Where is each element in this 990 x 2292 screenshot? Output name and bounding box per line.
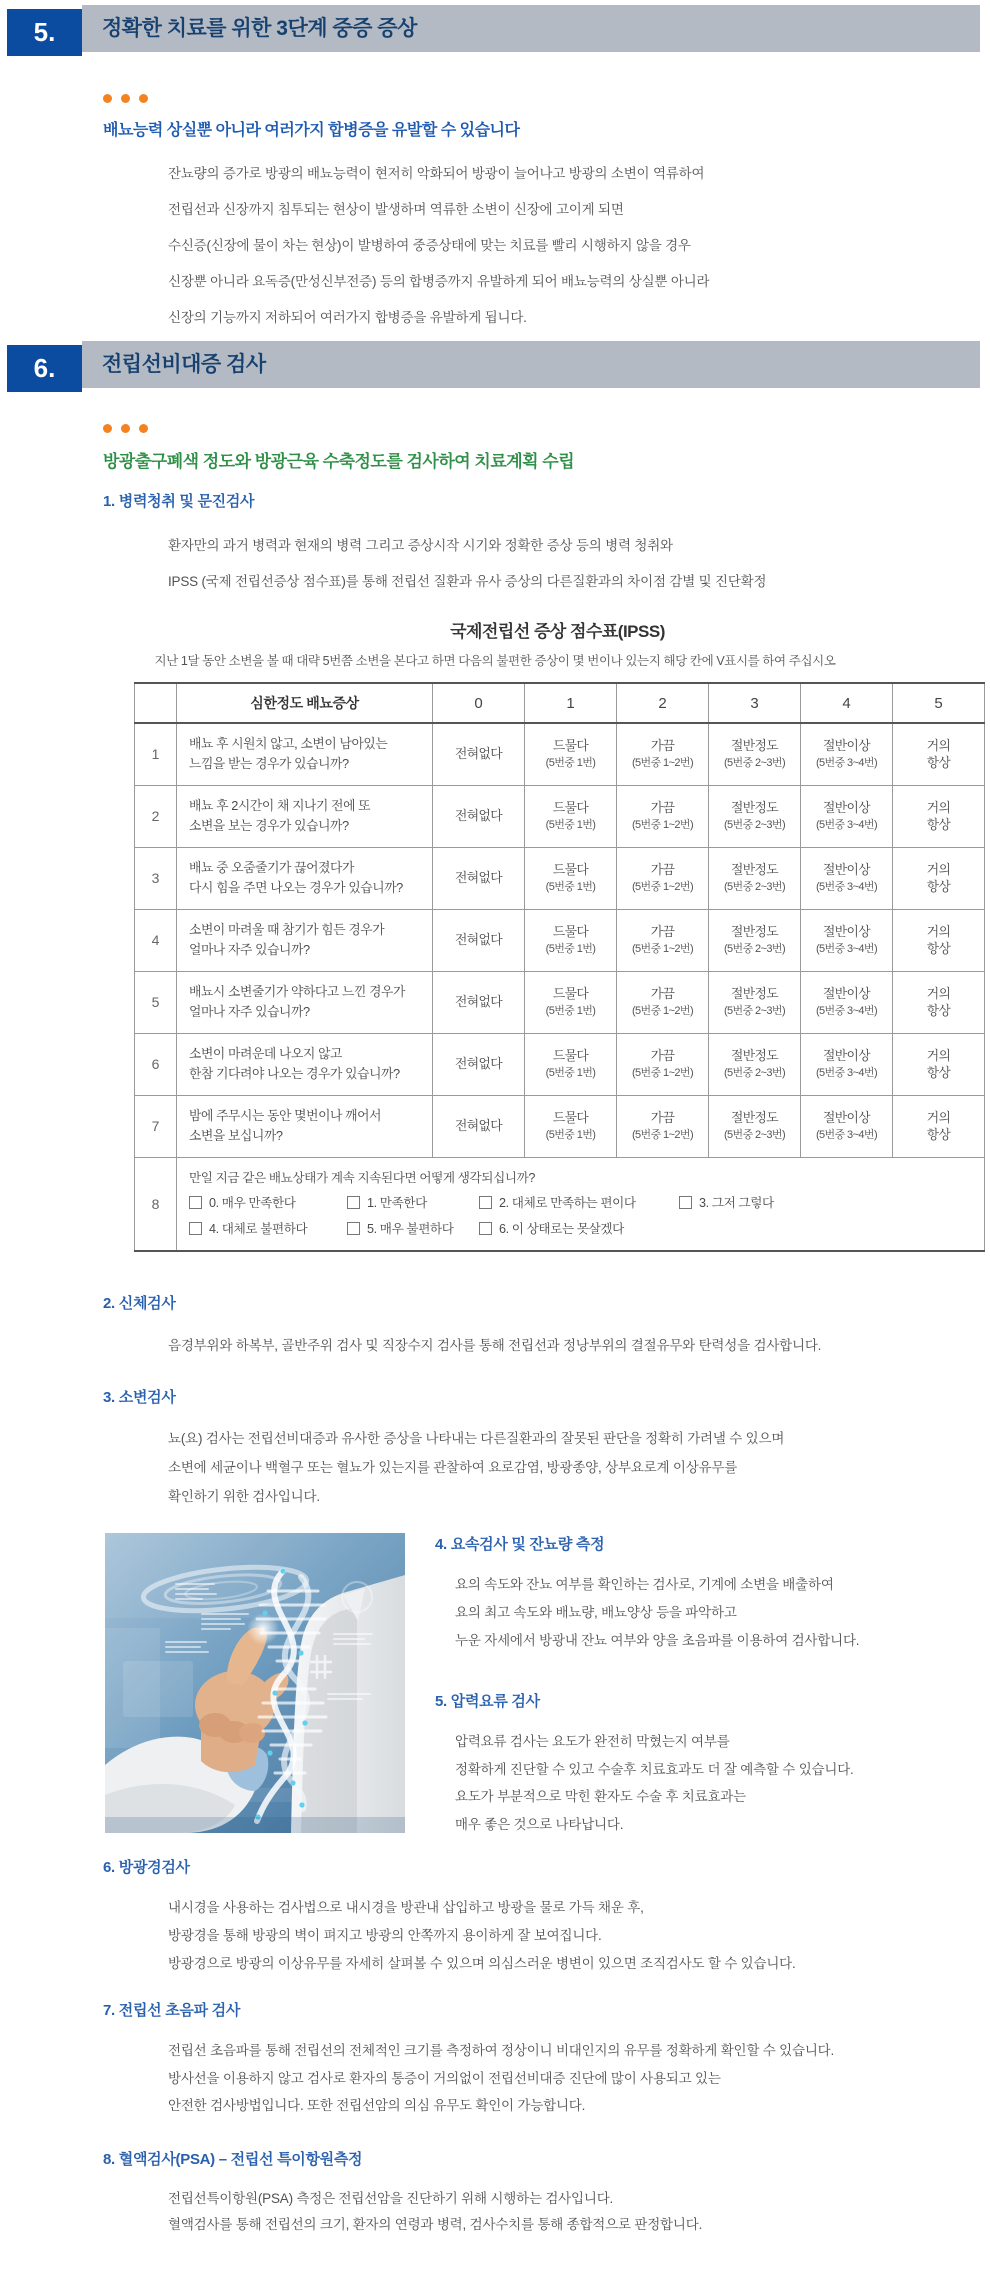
ipss-table-title: 국제전립선 증상 점수표(IPSS): [450, 622, 665, 641]
section5-header-bar: [82, 5, 980, 52]
orange-dot-icon: [121, 424, 130, 433]
section5-title: 정확한 치료를 위한 3단계 중증 증상: [102, 17, 417, 40]
ipss-option-cell: 거의 항상: [893, 1095, 985, 1157]
subsection7-body: [168, 2037, 834, 2120]
ipss-row-number: 1: [135, 723, 177, 785]
text-line: 전립선특이항원(PSA) 측정은 전립선암을 진단하기 위해 시행하는 검사입니다.: [168, 2191, 614, 2206]
ipss-option-cell: 절반이상 (5번중 3~4번): [801, 909, 893, 971]
orange-dots-decoration: [103, 90, 157, 108]
ipss-option-cell: 전혀없다: [433, 847, 525, 909]
ipss-option-cell: 드물다 (5번중 1번): [525, 847, 617, 909]
ipss-header-score-1: 1: [525, 683, 617, 723]
ipss-question: 배뇨 후 2시간이 채 지나기 전에 또 소변을 보는 경우가 있습니까?: [177, 785, 433, 847]
ipss-option-cell: 드물다 (5번중 1번): [525, 785, 617, 847]
ipss-row8-question: 만일 지금 같은 배뇨상태가 계속 지속된다면 어떻게 생각되십니까?: [189, 1170, 535, 1185]
text-line: 매우 좋은 것으로 나타납니다.: [455, 1816, 624, 1832]
section6-header-bar: [82, 341, 980, 388]
ipss-option-cell: 가끔 (5번중 1~2번): [617, 847, 709, 909]
ipss-row-number: 7: [135, 1095, 177, 1157]
text-line: 신장뿐 아니라 요독증(만성신부전증) 등의 합병증까지 유발하게 되어 배뇨능력의 상실뿐 아니라: [168, 274, 710, 289]
ipss-satisfaction-choice: [479, 1216, 679, 1242]
ipss-option-cell: 드물다 (5번중 1번): [525, 971, 617, 1033]
ipss-option-cell: 절반정도 (5번중 2~3번): [709, 723, 801, 785]
ipss-question-row: [135, 1095, 985, 1157]
subsection5-body: [455, 1728, 854, 1838]
choice-label: 5. 매우 불편하다: [367, 1221, 454, 1236]
ipss-header-row: [135, 683, 985, 723]
ipss-header-score-5: 5: [893, 683, 985, 723]
ipss-option-cell: 전혀없다: [433, 971, 525, 1033]
ipss-question: 소변이 마려운데 나오지 않고 한참 기다려야 나오는 경우가 있습니까?: [177, 1033, 433, 1095]
ipss-option-cell: 거의 항상: [893, 909, 985, 971]
ipss-question-row: [135, 971, 985, 1033]
text-line: 뇨(요) 검사는 전립선비대증과 유사한 증상을 나타내는 다른질환과의 잘못된 판단을 정확히 가려낼 수 있으며: [168, 1431, 785, 1446]
ipss-satisfaction-choice: [679, 1190, 774, 1216]
ipss-option-cell: 드물다 (5번중 1번): [525, 1095, 617, 1157]
text-line: 방광경을 통해 방광의 벽이 펴지고 방광의 안쪽까지 용이하게 잘 보여집니다.: [168, 1928, 602, 1943]
checkbox[interactable]: [679, 1196, 692, 1209]
text-line: 요의 속도와 잔뇨 여부를 확인하는 검사로, 기계에 소변을 배출하여: [455, 1577, 834, 1592]
ipss-row-number: 6: [135, 1033, 177, 1095]
ipss-option-cell: 거의 항상: [893, 785, 985, 847]
ipss-question: 소변이 마려울 때 참기가 힘든 경우가 얼마나 자주 있습니까?: [177, 909, 433, 971]
ipss-question-row: [135, 847, 985, 909]
text-line: 혈액검사를 통해 전립선의 크기, 환자의 연령과 병력, 검사수치를 통해 종합적으로 판정합니다.: [168, 2217, 703, 2232]
ipss-option-cell: 절반이상 (5번중 3~4번): [801, 785, 893, 847]
subsection8-heading: 8. 혈액검사(PSA) – 전립선 특이항원측정: [103, 2151, 363, 2168]
text-line: 전립선 초음파를 통해 전립선의 전체적인 크기를 측정하여 정상이니 비대인지의 유무를 정확하게 확인할 수 있습니다.: [168, 2043, 835, 2058]
checkbox[interactable]: [189, 1196, 202, 1209]
ipss-row8-choices-line1: [189, 1190, 974, 1216]
ipss-option-cell: 가끔 (5번중 1~2번): [617, 723, 709, 785]
ipss-table-note: 지난 1달 동안 소변을 볼 때 대략 5번쯤 소변을 본다고 하면 다음의 불편한 증상이 몇 번이나 있는지 해당 칸에 V표시를 하여 주십시오: [154, 654, 836, 668]
doctor-dna-illustration: [105, 1533, 405, 1833]
checkbox[interactable]: [347, 1196, 360, 1209]
ipss-option-cell: 전혀없다: [433, 785, 525, 847]
text-line: 방광경으로 방광의 이상유무를 자세히 살펴볼 수 있으며 의심스러운 병변이 있으면 조직검사도 할 수 있습니다.: [168, 1956, 796, 1971]
ipss-option-cell: 거의 항상: [893, 723, 985, 785]
ipss-row-8: [135, 1157, 985, 1251]
ipss-header-score-2: 2: [617, 683, 709, 723]
subsection1-body: [168, 528, 766, 600]
ipss-option-cell: 전혀없다: [433, 723, 525, 785]
choice-label: 2. 대체로 만족하는 편이다: [499, 1195, 636, 1210]
ipss-option-cell: 가끔 (5번중 1~2번): [617, 785, 709, 847]
ipss-row-number: 5: [135, 971, 177, 1033]
ipss-option-cell: 드물다 (5번중 1번): [525, 1033, 617, 1095]
ipss-satisfaction-choice: [347, 1190, 479, 1216]
ipss-question: 배뇨 후 시원치 않고, 소변이 남아있는 느낌을 받는 경우가 있습니까?: [177, 723, 433, 785]
ipss-row-number: 4: [135, 909, 177, 971]
ipss-option-cell: 절반이상 (5번중 3~4번): [801, 1095, 893, 1157]
text-line: 환자만의 과거 병력과 현재의 병력 그리고 증상시작 시기와 정확한 증상 등의 병력 청취와: [168, 538, 673, 553]
ipss-row-number: 2: [135, 785, 177, 847]
orange-dot-icon: [103, 94, 112, 103]
section6-number-badge: 6.: [7, 345, 82, 392]
text-line: 음경부위와 하복부, 골반주위 검사 및 직장수지 검사를 통해 전립선과 정낭부위의 결절유무와 탄력성을 검사합니다.: [168, 1338, 822, 1353]
ipss-option-cell: 절반정도 (5번중 2~3번): [709, 847, 801, 909]
ipss-option-cell: 드물다 (5번중 1번): [525, 909, 617, 971]
ipss-score-table: [134, 682, 985, 1252]
subsection3-body: [168, 1424, 784, 1511]
text-line: 전립선과 신장까지 침투되는 현상이 발생하며 역류한 소변이 신장에 고이게 되면: [168, 202, 624, 217]
ipss-option-cell: 절반정도 (5번중 2~3번): [709, 1033, 801, 1095]
ipss-satisfaction-choice: [189, 1216, 347, 1242]
subsection4-heading: 4. 요속검사 및 잔뇨량 측정: [435, 1536, 605, 1553]
subsection6-body: [168, 1894, 796, 1978]
ipss-satisfaction-choice: [479, 1190, 679, 1216]
ipss-option-cell: 가끔 (5번중 1~2번): [617, 909, 709, 971]
choice-label: 0. 매우 만족한다: [209, 1195, 296, 1210]
ipss-satisfaction-choice: [189, 1190, 347, 1216]
subsection6-heading: 6. 방광경검사: [103, 1859, 190, 1876]
ipss-question-row: [135, 1033, 985, 1095]
orange-dot-icon: [139, 424, 148, 433]
ipss-option-cell: 거의 항상: [893, 971, 985, 1033]
text-line: 누운 자세에서 방광내 잔뇨 여부와 양을 초음파를 이용하여 검사합니다.: [455, 1633, 860, 1648]
ipss-header-symptom: 심한정도 배뇨증상: [177, 683, 433, 723]
ipss-header-empty: [135, 683, 177, 723]
text-line: 내시경을 사용하는 검사법으로 내시경을 방관내 삽입하고 방광을 물로 가득 채운 후,: [168, 1900, 644, 1915]
text-line: 요의 최고 속도와 배뇨량, 배뇨양상 등을 파악하고: [455, 1605, 737, 1620]
ipss-option-cell: 절반이상 (5번중 3~4번): [801, 1033, 893, 1095]
ipss-question-row: [135, 909, 985, 971]
ipss-option-cell: 가끔 (5번중 1~2번): [617, 1033, 709, 1095]
subsection7-heading: 7. 전립선 초음파 검사: [103, 2002, 241, 2019]
ipss-option-cell: 드물다 (5번중 1번): [525, 723, 617, 785]
ipss-question: 배뇨 중 오줌줄기가 끊어졌다가 다시 힘을 주면 나오는 경우가 있습니까?: [177, 847, 433, 909]
ipss-row8-cell: [177, 1157, 985, 1251]
section5-paragraph: [168, 156, 709, 336]
subsection4-body: [455, 1571, 859, 1655]
orange-dot-icon: [103, 424, 112, 433]
subsection1-heading: 1. 병력청취 및 문진검사: [103, 493, 255, 510]
text-line: 정확하게 진단할 수 있고 수술후 치료효과도 더 잘 예측할 수 있습니다.: [455, 1761, 854, 1777]
section6-subtitle: 방광출구폐색 정도와 방광근육 수축정도를 검사하여 치료계획 수립: [103, 452, 575, 471]
choice-label: 4. 대체로 불편하다: [209, 1221, 308, 1236]
ipss-row8-choices-line2: [189, 1216, 974, 1242]
ipss-option-cell: 거의 항상: [893, 847, 985, 909]
ipss-option-cell: 절반이상 (5번중 3~4번): [801, 971, 893, 1033]
ipss-option-cell: 전혀없다: [433, 1033, 525, 1095]
choice-label: 3. 그저 그렇다: [699, 1195, 774, 1210]
ipss-option-cell: 전혀없다: [433, 909, 525, 971]
ipss-header-score-4: 4: [801, 683, 893, 723]
section5-number-badge: 5.: [7, 9, 82, 56]
ipss-question: 배뇨시 소변줄기가 약하다고 느낀 경우가 얼마나 자주 있습니까?: [177, 971, 433, 1033]
subsection2-heading: 2. 신체검사: [103, 1295, 176, 1312]
ipss-option-cell: 거의 항상: [893, 1033, 985, 1095]
text-line: 수신증(신장에 물이 차는 현상)이 발병하여 중증상태에 맞는 치료를 빨리 시행하지 않을 경우: [168, 238, 691, 253]
text-line: 신장의 기능까지 저하되어 여러가지 합병증을 유발하게 됩니다.: [168, 310, 527, 325]
doctor-dna-photo: [105, 1533, 405, 1833]
subsection3-heading: 3. 소변검사: [103, 1389, 176, 1406]
ipss-option-cell: 전혀없다: [433, 1095, 525, 1157]
text-line: 안전한 검사방법입니다. 또한 전립선암의 의심 유무도 확인이 가능합니다.: [168, 2098, 586, 2113]
choice-label: 6. 이 상태로는 못살겠다: [499, 1221, 624, 1236]
subsection5-heading: 5. 압력요류 검사: [435, 1693, 540, 1710]
ipss-header-score-0: 0: [433, 683, 525, 723]
checkbox[interactable]: [347, 1222, 360, 1235]
subsection8-body: [168, 2186, 702, 2238]
section5-subtitle: 배뇨능력 상실뿐 아니라 여러가지 합병증을 유발할 수 있습니다: [103, 122, 520, 139]
ipss-question-row: [135, 785, 985, 847]
ipss-option-cell: 절반정도 (5번중 2~3번): [709, 785, 801, 847]
checkbox[interactable]: [479, 1196, 492, 1209]
ipss-option-cell: 가끔 (5번중 1~2번): [617, 1095, 709, 1157]
choice-label: 1. 만족한다: [367, 1195, 427, 1210]
ipss-satisfaction-choice: [347, 1216, 479, 1242]
section6-title: 전립선비대증 검사: [102, 353, 266, 376]
text-line: IPSS (국제 전립선증상 점수표)를 통해 전립선 질환과 유사 증상의 다른질환과의 차이점 감별 및 진단확정: [168, 574, 767, 589]
ipss-option-cell: 절반정도 (5번중 2~3번): [709, 971, 801, 1033]
text-line: 소변에 세균이나 백혈구 또는 혈뇨가 있는지를 관찰하여 요로감염, 방광종양, 상부요로계 이상유무를: [168, 1460, 738, 1475]
ipss-row8-number: 8: [135, 1157, 177, 1251]
text-line: 확인하기 위한 검사입니다.: [168, 1489, 320, 1504]
checkbox[interactable]: [189, 1222, 202, 1235]
orange-dot-icon: [121, 94, 130, 103]
text-line: 잔뇨량의 증가로 방광의 배뇨능력이 현저히 악화되어 방광이 늘어나고 방광의 소변이 역류하여: [168, 166, 705, 181]
ipss-option-cell: 절반정도 (5번중 2~3번): [709, 1095, 801, 1157]
ipss-row-number: 3: [135, 847, 177, 909]
checkbox[interactable]: [479, 1222, 492, 1235]
orange-dots-decoration: [103, 420, 157, 438]
text-line: 요도가 부분적으로 막힌 환자도 수술 후 치료효과는: [455, 1789, 746, 1804]
text-line: 압력요류 검사는 요도가 완전히 막혔는지 여부를: [455, 1734, 730, 1749]
ipss-option-cell: 절반이상 (5번중 3~4번): [801, 723, 893, 785]
text-line: 방사선을 이용하지 않고 검사로 환자의 통증이 거의없이 전립선비대증 진단에 많이 사용되고 있는: [168, 2070, 721, 2086]
orange-dot-icon: [139, 94, 148, 103]
ipss-option-cell: 절반정도 (5번중 2~3번): [709, 909, 801, 971]
ipss-question: 밤에 주무시는 동안 몇번이나 깨어서 소변을 보십니까?: [177, 1095, 433, 1157]
ipss-question-row: [135, 723, 985, 785]
ipss-option-cell: 가끔 (5번중 1~2번): [617, 971, 709, 1033]
ipss-header-score-3: 3: [709, 683, 801, 723]
ipss-option-cell: 절반이상 (5번중 3~4번): [801, 847, 893, 909]
subsection2-body: [168, 1332, 821, 1360]
